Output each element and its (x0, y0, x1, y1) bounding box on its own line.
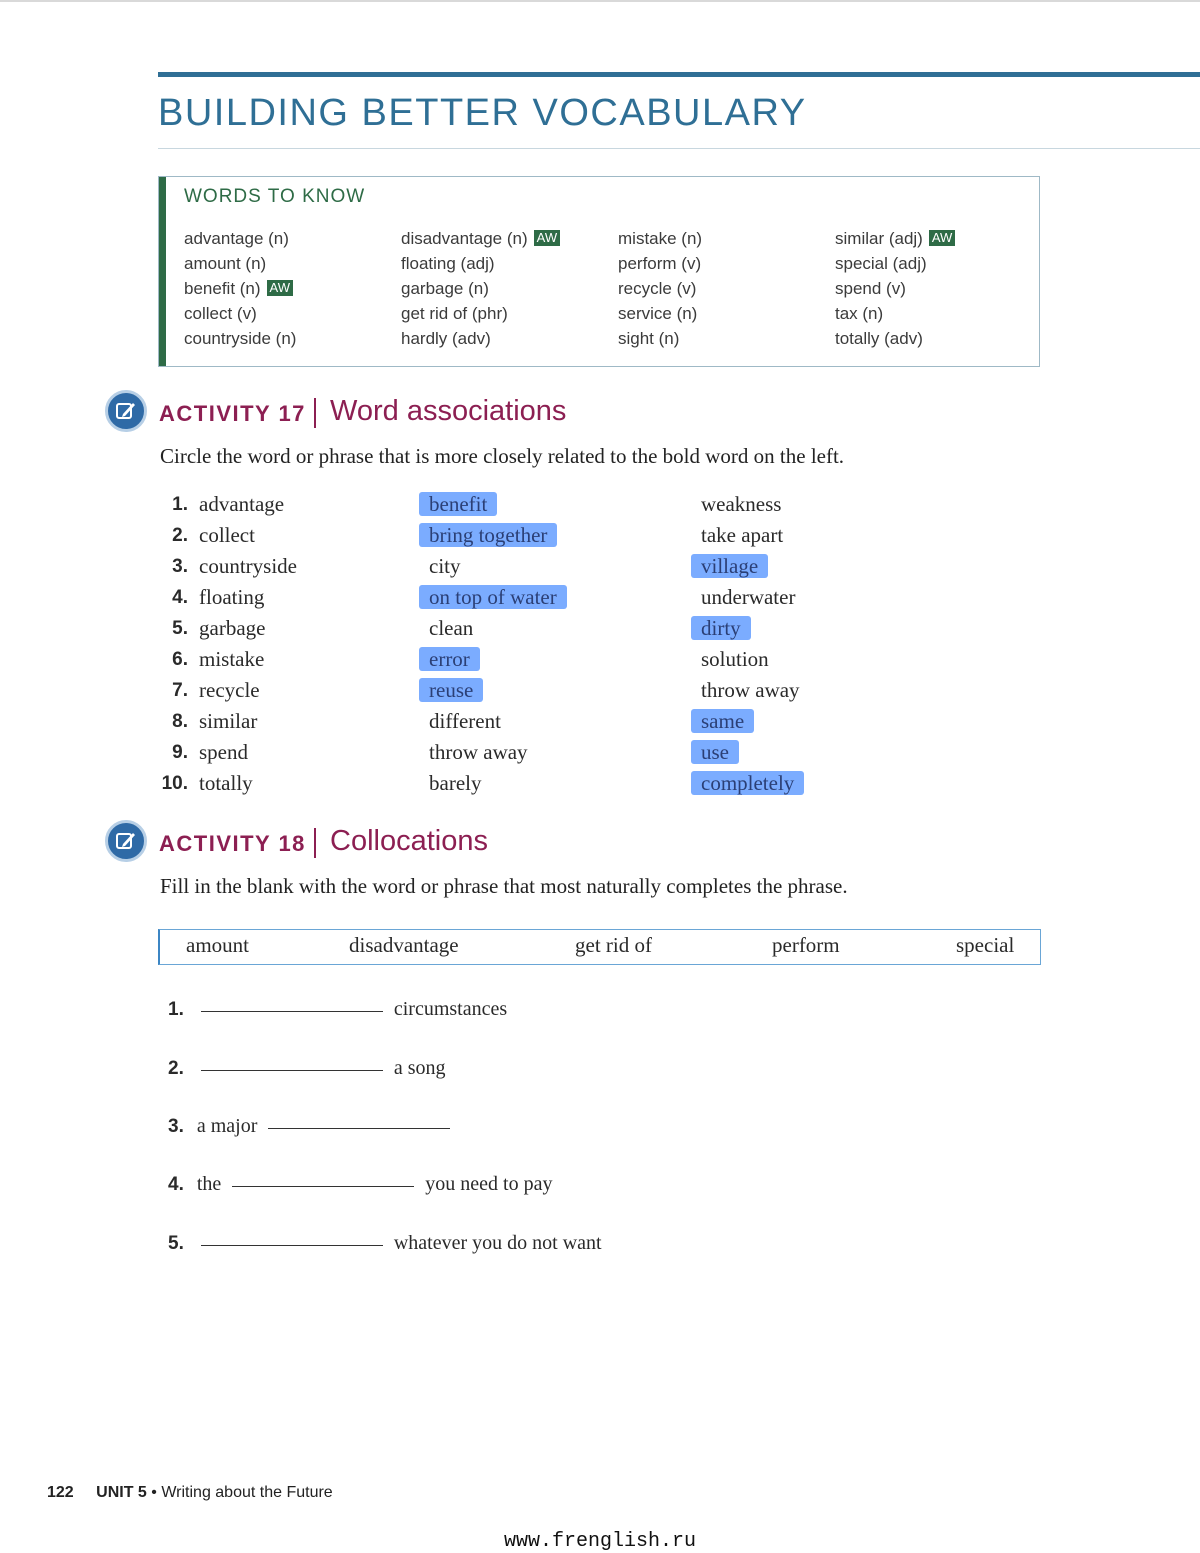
vocab-word-text: mistake (n) (618, 229, 703, 248)
activity-18-instructions: Fill in the blank with the word or phrase that most naturally completes the phrase. (160, 874, 848, 898)
option-cell (429, 585, 567, 610)
vocab-word (401, 226, 560, 251)
option[interactable]: city (429, 554, 461, 578)
item-number: 4. (172, 587, 188, 608)
activity-18-label: ACTIVITY 18 (159, 831, 306, 856)
bold-word: recycle (199, 678, 260, 702)
item-number: 5. (172, 618, 188, 639)
vocab-word (618, 251, 702, 276)
fill-item-4 (168, 1173, 552, 1196)
option-highlighted[interactable]: reuse (419, 678, 483, 702)
word-association-row (158, 522, 958, 553)
option-cell (429, 616, 473, 641)
option-cell (429, 523, 557, 548)
bold-word: collect (199, 523, 255, 547)
option-cell (701, 585, 795, 610)
option[interactable]: clean (429, 616, 474, 640)
activity-separator (314, 828, 316, 858)
fill-item-5 (168, 1232, 602, 1255)
vocab-word (835, 226, 955, 251)
word-bank-item: perform (772, 933, 840, 957)
option-highlighted[interactable]: on top of water (419, 585, 567, 609)
vocab-word (184, 226, 296, 251)
bold-word: totally (199, 771, 253, 795)
option-cell (429, 771, 481, 796)
word-bank-item: disadvantage (349, 933, 459, 957)
fill-item-1 (168, 998, 507, 1021)
option-cell (701, 647, 769, 672)
item-number: 5. (168, 1233, 184, 1254)
bold-word: garbage (199, 616, 266, 640)
pencil-icon (105, 820, 147, 862)
word-association-row (158, 553, 958, 584)
vocab-word (618, 301, 702, 326)
word-association-row (158, 677, 958, 708)
option[interactable]: solution (701, 647, 769, 671)
option-highlighted[interactable]: error (419, 647, 480, 671)
fill-after-text: circumstances (393, 998, 508, 1020)
vocab-word-text: recycle (v) (618, 279, 697, 298)
page-title: BUILDING BETTER VOCABULARY (158, 92, 807, 134)
activity-17-title: Word associations (330, 395, 567, 427)
bold-word: advantage (199, 492, 285, 516)
item-number: 4. (168, 1174, 184, 1195)
answer-blank[interactable] (268, 1127, 450, 1129)
box-accent-bar (159, 177, 166, 366)
aw-badge: AW (267, 280, 293, 296)
vocab-word (184, 326, 296, 351)
word-association-row (158, 708, 958, 739)
item-number: 9. (172, 742, 188, 763)
fill-after-text: you need to pay (425, 1173, 553, 1195)
unit-subtitle: Writing about the Future (161, 1484, 333, 1501)
vocab-word (835, 301, 955, 326)
option-cell (429, 740, 528, 765)
answer-blank[interactable] (232, 1185, 414, 1187)
option[interactable]: different (429, 709, 501, 733)
vocab-word-text: countryside (n) (184, 329, 297, 348)
option-highlighted[interactable]: dirty (691, 616, 751, 640)
vocab-word (401, 301, 560, 326)
vocab-word-text: get rid of (phr) (401, 304, 508, 323)
top-border (0, 0, 1200, 2)
option-cell (701, 678, 800, 703)
vocab-word (618, 276, 702, 301)
answer-blank[interactable] (201, 1069, 383, 1071)
unit-label: UNIT 5 (96, 1484, 147, 1501)
option-cell (701, 740, 739, 765)
pencil-icon (105, 390, 147, 432)
vocab-word (184, 276, 296, 301)
vocab-word-text: totally (adv) (835, 329, 923, 348)
activity-17-instructions: Circle the word or phrase that is more closely related to the bold word on the left. (160, 444, 845, 468)
fill-after-text: whatever you do not want (393, 1232, 602, 1254)
vocab-word (618, 226, 702, 251)
option-highlighted[interactable]: same (691, 709, 754, 733)
aw-badge: AW (534, 230, 560, 246)
vocab-word-text: collect (v) (184, 304, 257, 323)
vocab-word (401, 251, 560, 276)
vocab-word-text: disadvantage (n) (401, 229, 528, 248)
option-cell (701, 709, 754, 734)
vocab-word-text: garbage (n) (401, 279, 489, 298)
word-association-row (158, 491, 958, 522)
header-rule (158, 148, 1200, 149)
option-cell (429, 678, 483, 703)
bold-word: countryside (199, 554, 297, 578)
vocab-word-text: advantage (n) (184, 229, 289, 248)
page-number: 122 (47, 1484, 74, 1501)
vocab-word-text: spend (v) (835, 279, 906, 298)
aw-badge: AW (929, 230, 955, 246)
vocab-word-text: hardly (adv) (401, 329, 491, 348)
vocab-word (401, 276, 560, 301)
word-bank-item: get rid of (575, 933, 652, 957)
word-column-1 (184, 226, 296, 351)
item-number: 2. (168, 1058, 184, 1079)
word-association-list (158, 491, 958, 801)
item-number: 3. (168, 1116, 184, 1137)
option-highlighted[interactable]: village (691, 554, 768, 578)
option-highlighted[interactable]: bring together (419, 523, 557, 547)
footer-separator: • (151, 1484, 157, 1501)
fill-before-text: the (196, 1173, 222, 1195)
fill-item-3 (168, 1115, 456, 1138)
item-number: 10. (161, 773, 188, 794)
option-cell (701, 616, 751, 641)
activity-separator (314, 398, 316, 428)
word-association-row (158, 615, 958, 646)
word-bank (158, 929, 1041, 965)
option-cell (429, 554, 461, 579)
option[interactable]: take apart (701, 523, 784, 547)
vocab-word (835, 326, 955, 351)
vocab-word-text: amount (n) (184, 254, 267, 273)
option[interactable]: barely (429, 771, 482, 795)
bold-word: mistake (199, 647, 265, 671)
bold-word: similar (199, 709, 258, 733)
words-to-know-heading: WORDS TO KNOW (184, 186, 366, 207)
word-column-4 (835, 226, 955, 351)
option[interactable]: underwater (701, 585, 796, 609)
activity-18-title: Collocations (330, 825, 488, 857)
vocab-word (835, 251, 955, 276)
vocab-word-text: tax (n) (835, 304, 884, 323)
fill-after-text: a song (393, 1057, 446, 1079)
item-number: 7. (172, 680, 188, 701)
option-highlighted[interactable]: benefit (419, 492, 497, 516)
item-number: 1. (172, 494, 188, 515)
option-cell (701, 554, 768, 579)
option-cell (701, 771, 804, 796)
word-bank-item: amount (186, 933, 249, 957)
vocab-word-text: sight (n) (618, 329, 680, 348)
watermark: www.frenglish.ru (503, 1530, 697, 1553)
option-cell (429, 709, 501, 734)
vocab-word (184, 251, 296, 276)
word-association-row (158, 646, 958, 677)
word-column-2 (401, 226, 560, 351)
option-cell (701, 523, 783, 548)
option-highlighted[interactable]: use (691, 740, 739, 764)
item-number: 3. (172, 556, 188, 577)
word-association-row (158, 770, 958, 801)
vocab-word (618, 326, 702, 351)
option-cell (429, 647, 480, 672)
bold-word: floating (199, 585, 265, 609)
answer-blank[interactable] (201, 1010, 383, 1012)
fill-item-2 (168, 1057, 446, 1080)
item-number: 8. (172, 711, 188, 732)
word-association-row (158, 739, 958, 770)
vocab-word-text: similar (adj) (835, 229, 923, 248)
activity-17-label: ACTIVITY 17 (159, 401, 306, 426)
word-association-row (158, 584, 958, 615)
header-bar (158, 72, 1200, 77)
answer-blank[interactable] (201, 1244, 383, 1246)
word-column-3 (618, 226, 702, 351)
page-footer (47, 1484, 333, 1502)
vocab-word-text: service (n) (618, 304, 698, 323)
option[interactable]: throw away (701, 678, 800, 702)
vocab-word (401, 326, 560, 351)
item-number: 2. (172, 525, 188, 546)
item-number: 1. (168, 999, 184, 1020)
item-number: 6. (172, 649, 188, 670)
option[interactable]: weakness (701, 492, 782, 516)
vocab-word (835, 276, 955, 301)
option-cell (429, 492, 497, 517)
option-highlighted[interactable]: completely (691, 771, 804, 795)
bold-word: spend (199, 740, 248, 764)
option[interactable]: throw away (429, 740, 528, 764)
option-cell (701, 492, 781, 517)
vocab-word-text: floating (adj) (401, 254, 495, 273)
vocab-word (184, 301, 296, 326)
fill-before-text: a major (196, 1115, 258, 1137)
vocab-word-text: special (adj) (835, 254, 927, 273)
word-bank-item: special (956, 933, 1015, 957)
vocab-word-text: perform (v) (618, 254, 702, 273)
vocab-word-text: benefit (n) (184, 279, 261, 298)
